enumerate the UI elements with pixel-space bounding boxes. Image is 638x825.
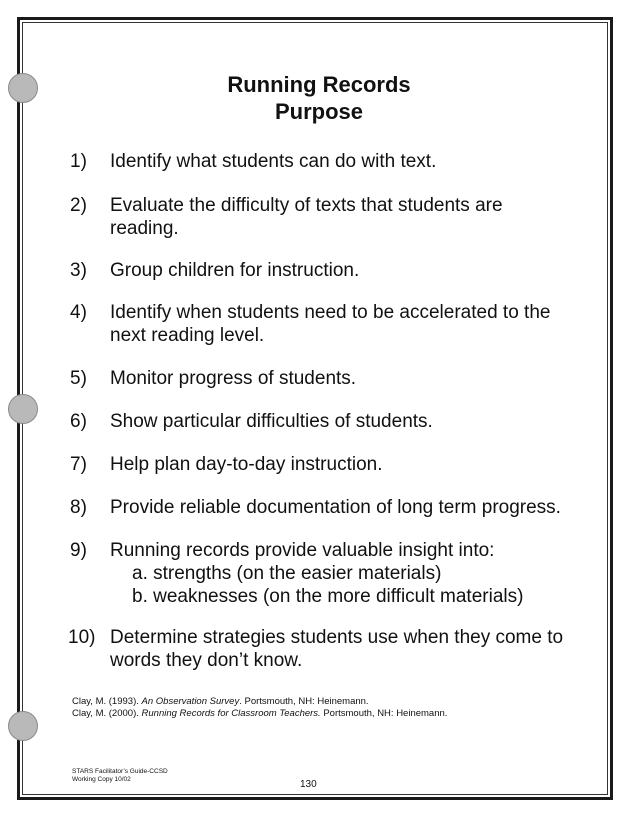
footer-guide-name: STARS Facilitator’s Guide-CCSD	[72, 768, 168, 775]
item-number: 7)	[70, 454, 87, 475]
reference: Clay, M. (1993). An Observation Survey. Portsmouth, NH: Heinemann.	[72, 696, 369, 707]
item-number: 6)	[70, 411, 87, 432]
item-text: Evaluate the difficulty of texts that students are reading.	[110, 195, 503, 239]
item-number: 10)	[68, 627, 96, 648]
punch-hole	[8, 711, 38, 741]
item-text: Identify when students need to be accelerated to the next reading level.	[110, 302, 551, 346]
page-number: 130	[300, 779, 317, 790]
page-border-inner	[22, 22, 608, 795]
item-text: Show particular difficulties of students.	[110, 411, 433, 432]
item-number: 2)	[70, 195, 87, 216]
item-text: Identify what students can do with text.	[110, 151, 437, 172]
item-text: Help plan day-to-day instruction.	[110, 454, 383, 475]
item-number: 4)	[70, 302, 87, 323]
item-text: Determine strategies students use when they come to words they don’t know.	[110, 627, 564, 671]
item-number: 3)	[70, 260, 87, 281]
page-title: Running Records	[227, 72, 411, 97]
item-text: Monitor progress of students.	[110, 368, 357, 389]
reference: Clay, M. (2000). Running Records for Classroom Teachers. Portsmouth, NH: Heinemann.	[72, 708, 448, 719]
item-number: 1)	[70, 151, 87, 172]
page-subtitle: Purpose	[274, 99, 364, 124]
punch-hole	[8, 394, 38, 424]
item-text: Group children for instruction.	[110, 260, 360, 281]
footer	[72, 768, 168, 784]
item-text: Provide reliable documentation of long term progress.	[110, 497, 561, 518]
item-number: 5)	[70, 368, 87, 389]
footer-working-copy: Working Copy 10/02	[72, 776, 131, 783]
item-number: 8)	[70, 497, 87, 518]
sub-item: b. weaknesses (on the more difficult materials)	[132, 586, 524, 607]
item-number: 9)	[70, 540, 87, 561]
sub-item: a. strengths (on the easier materials)	[132, 563, 442, 584]
item-text: Running records provide valuable insight into: a. strengths (on the easier materials) b. weaknesses (on the more difficult materials)	[110, 539, 590, 608]
